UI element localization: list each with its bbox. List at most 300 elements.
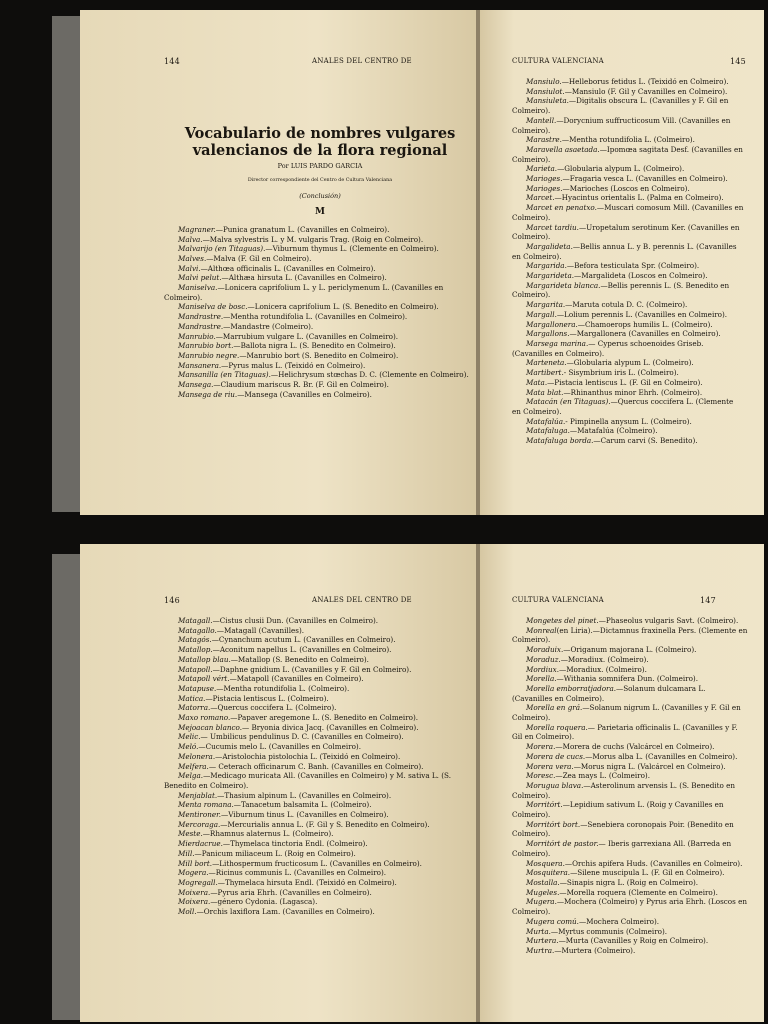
dictionary-entry [512, 417, 744, 427]
dictionary-entry [164, 703, 476, 713]
dictionary-entry [164, 302, 476, 312]
entry-term: Menta romana. [178, 800, 234, 810]
entry-definition: —Helichrysum stœchas D. C. (Clemente en Colmeiro). [270, 370, 469, 380]
dictionary-entry [512, 436, 744, 446]
dictionary-entry [512, 87, 744, 97]
dictionary-entry [164, 254, 476, 264]
dictionary-entry [512, 946, 748, 956]
entry-term: Mansega. [178, 380, 214, 390]
entry-definition: —Cucumis melo L. (Cavanilles en Colmeiro). [198, 742, 361, 752]
dictionary-entry [512, 329, 744, 339]
entry-definition: —Morus alba L. (Cavanilles en Colmeiro). [585, 751, 738, 761]
entry-definition: —Pistacia lentiscus L. (Colmeiro). [205, 693, 329, 703]
entry-definition: —Fragaria vesca L. (Cavanilles en Colmeiro). [562, 174, 728, 184]
dictionary-entry [164, 829, 476, 839]
dictionary-entry [512, 936, 748, 946]
dictionary-entry [512, 616, 748, 626]
entry-definition: —Morus nigra L. (Valcárcel en Colmeiro). [573, 761, 726, 771]
page-146 [80, 544, 476, 1022]
dictionary-entry [512, 771, 748, 781]
dictionary-entry [164, 849, 476, 859]
page-header [80, 596, 476, 606]
entry-term: Moll. [178, 907, 197, 917]
entry-definition: —Pyrus malus L. (Teixidó en Colmeiro). [221, 360, 366, 370]
dictionary-entry [512, 626, 748, 645]
entry-term: Mansiuleta. [526, 96, 569, 106]
entry-definition: — Iberis garrexiana All. (Barreda en Colmeiro). [512, 839, 732, 858]
entry-definition: —Thasium alpinum L. (Cavanilles en Colmeiro). [217, 790, 392, 800]
entry-definition: —Marrubium vulgare L. (Cavanilles en Colmeiro). [215, 331, 399, 341]
entry-definition: —Mentha rotundifolia L. (Colmeiro). [561, 135, 695, 145]
entry-definition: —género Cydonia. (Lagasca). [210, 897, 318, 907]
entry-term: Morritórt de pastor. [526, 839, 599, 849]
entry-term: Moixera. [178, 887, 211, 897]
entry-term: Meló. [178, 742, 199, 752]
dictionary-entry [512, 878, 748, 888]
author-byline: Por LUIS PARDO GARCIA [277, 162, 363, 170]
entry-definition: —Befora testiculata Spr. (Colmeiro). [566, 261, 700, 271]
entry-term: Marcet. [526, 193, 555, 203]
entry-definition: —Punica granatum L. (Cavanilles en Colmeiro). [215, 224, 390, 234]
entry-definition: —Viburnum thymus L. (Clemente en Colmeiro). [265, 244, 439, 254]
entry-definition: —Muscari comosum Mill. (Cavanilles en Colmeiro). [512, 203, 744, 222]
entry-definition: —Morella roquera (Clemente en Colmeiro). [559, 887, 718, 897]
page-header [80, 57, 476, 67]
dictionary-entry [512, 135, 744, 145]
dictionary-entry [164, 674, 476, 684]
entry-definition: —Papaver aregemone L. (S. Benedito en Colmeiro). [230, 713, 419, 723]
entry-definition: —Margallonera (Cavanilles en Colmeiro). [569, 329, 721, 339]
entry-term: Mata. [526, 377, 548, 387]
entry-term: Morritórt. [526, 800, 563, 810]
entry-term: Matacán (en Titaguas). [526, 397, 611, 407]
entry-definition: —Phaseolus vulgaris Savt. (Colmeiro). [598, 616, 739, 625]
entry-term: Mill. [178, 848, 195, 858]
entry-term: Margarita. [526, 300, 566, 310]
entry-definition: —Mandastre (Colmeiro). [223, 321, 314, 331]
dictionary-entry [512, 310, 744, 320]
dictionary-entry [164, 810, 476, 820]
page-number: 144 [164, 57, 180, 66]
dictionary-entry [512, 752, 748, 762]
entry-term: Murtra. [526, 945, 555, 955]
dictionary-entry [512, 145, 744, 164]
entry-term: Morella. [526, 674, 557, 684]
entry-definition: —Matapoll (Cavanilles en Colmeiro). [229, 674, 364, 684]
entry-term: Mugera. [526, 897, 557, 907]
dictionary-entry [512, 655, 748, 665]
dictionary-entry [164, 312, 476, 322]
page-header [480, 57, 764, 67]
entry-definition: —Mochera (Colmeiro) y Pyrus aria Ehrh. (Loscos en Colmeiro). [512, 897, 747, 917]
entry-definition: —Rhinanthus minor Ehrh. (Colmeiro). [563, 387, 703, 397]
entry-definition: —Malva (F. Gil en Colmeiro). [206, 253, 312, 263]
page-body [512, 616, 748, 956]
entry-definition: —Hyacintus orientalis L. (Palma en Colmeiro). [554, 193, 724, 203]
running-head: ANALES DEL CENTRO DE [312, 57, 412, 65]
entry-term: Marastre. [526, 135, 562, 145]
dictionary-entry [164, 732, 476, 742]
entry-definition: —Lepidium sativum L. (Roig y Cavanilles en Colmeiro). [512, 800, 724, 820]
entry-term: Moixera. [178, 897, 211, 907]
entry-term: Margallonera. [526, 319, 578, 329]
entry-term: Matapuse. [178, 683, 217, 693]
entry-term: Mantell. [526, 115, 557, 125]
dictionary-entry [512, 271, 744, 281]
dictionary-entry [164, 380, 476, 390]
entry-definition: —Aristolochia pistolochia L. (Teixidó en Colmeiro). [215, 751, 401, 761]
entry-definition: —Cynanchum acutum L. (Cavanilles en Colmeiro). [211, 635, 396, 645]
dictionary-entry [164, 694, 476, 704]
entry-definition: —Uropetalum serotinum Ker. (Cavanilles en Colmeiro). [512, 222, 740, 242]
entry-term: Matagós. [178, 635, 212, 645]
dictionary-entry [164, 390, 476, 400]
entry-definition: —Ballota nigra L. (S. Benedito en Colmeiro). [233, 341, 396, 351]
entry-term: Melonera. [178, 751, 216, 761]
entry-term: Matafalúa. [526, 416, 566, 426]
entry-definition: —Orchis apifera Huds. (Cavanilles en Colmeiro). [564, 858, 743, 868]
entry-term: Margalideta. [526, 241, 573, 251]
entry-term: Meste. [178, 829, 203, 839]
dictionary-entry [164, 616, 476, 626]
entry-term: Moraduix. [526, 645, 564, 655]
entry-term: Mandrastre. [178, 312, 224, 322]
entry-term: Mandrastre. [178, 321, 224, 331]
entry-definition: —Origanum majorana L. (Colmeiro). [563, 645, 697, 655]
entry-definition: —Helleborus fetidus L. (Teixidó en Colmeiro). [561, 77, 729, 86]
entry-term: Magraner. [178, 224, 216, 234]
dictionary-entry [512, 762, 748, 772]
entry-definition: —Mercurialis annua L. (F. Gil y S. Benedito en Colmeiro). [220, 819, 430, 829]
page-body [164, 616, 476, 917]
entry-term: Mordiux. [526, 664, 559, 674]
dictionary-entry [512, 261, 744, 271]
entry-definition: —Thymelaca hirsuta Endl. (Teixidó en Colmeiro). [217, 877, 397, 887]
entry-definition: —Orchis laxiflora Lam. (Cavanilles en Colmeiro). [196, 907, 375, 917]
title-line: Vocabulario de nombres vulgares [184, 125, 456, 142]
dictionary-entry [512, 193, 744, 203]
dictionary-entry [512, 164, 744, 174]
dictionary-entry [512, 839, 748, 858]
page-number: 147 [700, 596, 716, 605]
entry-definition: — Parietaria officinalis L. (Cavanilles y F. Gil en Colmeiro). [512, 722, 738, 742]
spread-top [52, 10, 764, 515]
dictionary-entry [512, 820, 748, 839]
entry-definition: —Quercus coccifera L. (Colmeiro). [210, 703, 337, 713]
running-head: ANALES DEL CENTRO DE [312, 596, 412, 604]
entry-term: Morella roquera. [526, 722, 588, 732]
entry-definition: —Matagall (Cavanilles). [216, 625, 305, 635]
entry-term: Murtera. [526, 936, 559, 946]
entry-term: Marieta. [526, 164, 558, 174]
entry-term: Mansiulot. [526, 86, 565, 96]
entry-term: Mansiulo. [526, 77, 562, 86]
entry-definition: —Viburnum tinus L. (Cavanilles en Colmeiro). [221, 810, 389, 820]
entry-definition: —Withania somnifera Dun. (Colmeiro). [556, 674, 699, 684]
dictionary-entry [512, 897, 748, 916]
entry-term: Monreal [526, 625, 557, 635]
entry-definition: —Malva sylvestris L. y M. vulgaris Trag. (Roig en Colmeiro). [202, 234, 424, 244]
dictionary-entry [512, 320, 744, 330]
dictionary-entry [164, 791, 476, 801]
entry-term: Moraduz. [526, 654, 561, 664]
entry-definition: —Panicum miliaceum L. (Roig en Colmeiro). [194, 848, 356, 858]
entry-definition: —Sinapis nigra L. (Roig en Colmeiro). [559, 877, 699, 887]
entry-term: Maniselva de bosc. [178, 302, 248, 312]
dictionary-entry [164, 361, 476, 371]
entry-definition: —Dorycnium suffructicosum Vill. (Cavanilles en Colmeiro). [512, 115, 731, 135]
entry-term: Malvarijo (en Titaguas). [178, 244, 266, 254]
entry-term: Mogregall. [178, 877, 218, 887]
dictionary-entry [512, 378, 744, 388]
entry-definition: —Solanum nigrum L. (Cavanilles y F. Gil en Colmeiro). [512, 703, 741, 723]
dictionary-entry [512, 742, 748, 752]
article-title [164, 125, 476, 159]
dictionary-entry [512, 116, 744, 135]
entry-definition: —Thymelaca tinctoria Endl. (Colmeiro). [222, 839, 368, 849]
entry-term: Margallons. [526, 329, 570, 339]
entry-term: Maxo romano. [178, 713, 231, 723]
entry-term: Melfera. [178, 761, 209, 771]
entry-definition: —Asterolinum arvensis L. (S. Benedito en Colmeiro). [512, 780, 736, 800]
entry-definition: —Claudium mariscus R. Br. (F. Gil en Colmeiro). [213, 380, 389, 390]
entry-term: Mansega de riu. [178, 389, 238, 399]
entry-definition: — Cyperus schoenoides Griseb. (Cavanilles en Colmeiro). [512, 338, 704, 358]
entry-list [512, 616, 748, 956]
entry-term: Mata blat. [526, 387, 564, 397]
entry-definition: —Bellis perennis L. (S. Benedito en Colmeiro). [512, 280, 730, 300]
entry-definition: —Maruta cotula D. C. (Colmeiro). [565, 300, 688, 310]
page-144 [80, 10, 476, 515]
dictionary-entry [164, 897, 476, 907]
entry-definition: —Senebiera coronopais Poir. (Benedito en Colmeiro). [512, 819, 734, 839]
conclusion-note: (Conclusión) [299, 192, 341, 201]
entry-definition: —Matallop (S. Benedito en Colmeiro). [230, 654, 369, 664]
entry-term: Manrubio bort. [178, 341, 234, 351]
entry-definition: - Pimpinella anysum L. (Colmeiro). [565, 416, 692, 426]
entry-definition: —Pistacia lentiscus L. (F. Gil en Colmeiro). [547, 377, 703, 387]
dictionary-entry [164, 273, 476, 283]
entry-definition: —Digitalis obscura L. (Cavanilles y F. Gil en Colmeiro). [512, 96, 729, 116]
entry-term: Martibert. [526, 368, 564, 378]
entry-definition: —Ipomœa sagitata Desf. (Cavanilles en Colmeiro). [512, 144, 743, 164]
entry-term: Moresc. [526, 771, 556, 781]
entry-definition: - Sisymbrium iris L. (Colmeiro). [563, 368, 679, 378]
dictionary-entry [164, 264, 476, 274]
entry-definition: —Pyrus aria Ehrh. (Cavanilles en Colmeiro). [210, 887, 372, 897]
dictionary-entry [164, 859, 476, 869]
entry-term: Marioges. [526, 174, 563, 184]
dictionary-entry [164, 635, 476, 645]
entry-term: Marcet en penatxo. [526, 203, 597, 213]
entry-definition: —Silene muscipula L. (F. Gil en Colmeiro). [570, 868, 725, 878]
entry-term: Melga. [178, 771, 204, 781]
dictionary-entry [512, 368, 744, 378]
dictionary-entry [512, 859, 748, 869]
dictionary-entry [164, 723, 476, 733]
dictionary-entry [512, 203, 744, 222]
book-edge [52, 554, 80, 1020]
dictionary-entry [164, 322, 476, 332]
entry-term: Mierdacrue. [178, 839, 223, 849]
dictionary-entry [512, 674, 748, 684]
entry-definition: —Murtera (Colmeiro). [554, 945, 636, 955]
entry-definition: —Mentha rotundifolia L. (Colmeiro). [216, 683, 350, 693]
entry-definition: —Ricinus communis L. (Cavanilles en Colmeiro). [208, 868, 387, 878]
author-affiliation: Director correspondiente del Centro de Cultura Valenciana [247, 177, 393, 183]
dictionary-entry [164, 713, 476, 723]
entry-term: Morritórt bort. [526, 819, 581, 829]
dictionary-entry [164, 752, 476, 762]
entry-term: Margarida. [526, 261, 567, 271]
entry-definition: —Moradiux. (Colmeiro). [559, 664, 647, 674]
entry-list [164, 225, 476, 400]
page-body [164, 125, 476, 399]
entry-term: Morella en grá. [526, 703, 583, 713]
dictionary-entry [512, 426, 744, 436]
entry-term: Mill bort. [178, 858, 213, 868]
entry-term: Manrubio negre. [178, 350, 240, 360]
dictionary-entry [512, 645, 748, 655]
entry-term: Matafaluga borda. [526, 436, 594, 446]
entry-term: Morera vera. [526, 761, 574, 771]
dictionary-entry [164, 332, 476, 342]
dictionary-entry [164, 665, 476, 675]
book-edge [52, 16, 80, 512]
running-head: CULTURA VALENCIANA [512, 57, 604, 65]
dictionary-entry [512, 703, 748, 722]
dictionary-entry [512, 281, 744, 300]
entry-term: Mansanera. [178, 360, 222, 370]
entry-definition: —Murta (Cavanilles y Roig en Colmeiro). [558, 936, 709, 946]
dictionary-entry [512, 723, 748, 742]
entry-definition: —Cistus clusii Dun. (Cavanilles en Colmeiro). [212, 616, 379, 625]
dictionary-entry [164, 839, 476, 849]
dictionary-entry [512, 397, 744, 416]
page-body [512, 77, 744, 446]
entry-term: Marteneta. [526, 358, 567, 368]
dictionary-entry [512, 184, 744, 194]
entry-term: Matallop blau. [178, 654, 231, 664]
entry-term: Mansanilla (en Titaguas). [178, 370, 271, 380]
dictionary-entry [164, 878, 476, 888]
entry-term: Matica. [178, 693, 206, 703]
section-letter: M [315, 207, 325, 218]
entry-definition: —Althœa officinalis L. (Cavanilles en Colmeiro). [200, 263, 376, 273]
running-head: CULTURA VALENCIANA [512, 596, 604, 604]
dictionary-entry [164, 244, 476, 254]
entry-term: Marcet tardiu. [526, 222, 579, 232]
spread-bottom [52, 544, 764, 1022]
entry-definition: —Matafalúa (Colmeiro). [569, 426, 658, 436]
entry-term: Morera. [526, 742, 556, 752]
entry-term: Margarideta. [526, 271, 575, 281]
entry-term: Mogera. [178, 868, 209, 878]
entry-definition: —Carum carvi (S. Benedito). [593, 436, 698, 446]
entry-term: Mugera comú. [526, 916, 579, 926]
entry-definition: —Solanum dulcamara L. (Cavanilles en Colmeiro). [512, 683, 706, 703]
entry-definition: —Rhamnus alaternus L. (Colmeiro). [202, 829, 334, 839]
dictionary-entry [164, 888, 476, 898]
page-145 [480, 10, 764, 515]
entry-list [512, 77, 744, 446]
entry-definition: — Ceterach officinarum C. Banh. (Cavanilles en Colmeiro). [208, 761, 424, 771]
dictionary-entry [164, 800, 476, 810]
page-header [480, 596, 764, 606]
dictionary-entry [512, 665, 748, 675]
entry-term: Mosquera. [526, 858, 565, 868]
entry-term: Marioges. [526, 183, 563, 193]
dictionary-entry [512, 781, 748, 800]
entry-definition: —Bellis annua L. y B. perennis L. (Cavanilles en Colmeiro). [512, 241, 737, 261]
entry-definition: (en Liria).—Dictamnus fraxinella Pers. (Clemente en Colmeiro). [512, 625, 748, 645]
dictionary-entry [164, 626, 476, 636]
entry-term: Matorra. [178, 703, 211, 713]
entry-term: Margarideta blanca. [526, 280, 601, 290]
entry-definition: —Medicago muricata All. (Cavanilles en Colmeiro) y M. sativa L. (S. Benedito en Colmeiro). [164, 771, 451, 790]
dictionary-entry [164, 225, 476, 235]
entry-term: Mentironer. [178, 810, 222, 820]
dictionary-entry [164, 742, 476, 752]
entry-definition: —Lonicera caprifolium L. y L. periclymenum L. (Cavanilles en Colmeiro). [164, 283, 444, 302]
entry-term: Matapoll. [178, 664, 213, 674]
entry-term: Margall. [526, 309, 557, 319]
entry-definition: —Althæa hirsuta L. (Cavanilles en Colmeiro). [221, 273, 387, 283]
entry-term: Matapoll vért. [178, 674, 230, 684]
entry-definition: —Globularia alypum L. (Colmeiro). [566, 358, 694, 368]
dictionary-entry [512, 77, 744, 87]
entry-definition: —Lolium perennis L. (Cavanilles en Colmeiro). [556, 309, 728, 319]
entry-definition: —Lithospermum fructicosum L. (Cavanilles en Colmeiro). [212, 858, 422, 868]
entry-definition: —Mentha rotundifolia L. (Cavanilles en Colmeiro). [223, 312, 408, 322]
dictionary-entry [512, 358, 744, 368]
dictionary-entry [164, 235, 476, 245]
entry-term: Morera de cucs. [526, 751, 586, 761]
dictionary-entry [164, 655, 476, 665]
entry-definition: —Tanacetum balsamita L. (Colmeiro). [233, 800, 372, 810]
dictionary-entry [512, 800, 748, 819]
entry-term: Morella emborratjadora. [526, 683, 617, 693]
dictionary-entry [164, 341, 476, 351]
dictionary-entry [164, 684, 476, 694]
entry-term: Matagallo. [178, 625, 217, 635]
entry-definition: — Bryonia divica Jacq. (Cavanilles en Colmeiro). [242, 722, 419, 732]
entry-term: Manrubio. [178, 331, 216, 341]
entry-definition: —Chamoerops humilis L. (Colmeiro). [577, 319, 713, 329]
entry-definition: —Mansiulo (F. Gil y Cavanilles en Colmeiro). [564, 86, 728, 96]
dictionary-entry [512, 339, 744, 358]
dictionary-entry [512, 223, 744, 242]
entry-term: Marsega marina. [526, 338, 589, 348]
entry-definition: — Umbilicus pendulinus D. C. (Cavanilles en Colmeiro). [200, 732, 404, 742]
entry-definition: —Margalideta (Loscos en Colmeiro). [574, 271, 708, 281]
dictionary-entry [164, 771, 476, 790]
entry-definition: —Morera de cuchs (Valcárcel en Colmeiro). [555, 742, 715, 752]
entry-term: Malvi pelut. [178, 273, 222, 283]
entry-term: Matallop. [178, 645, 213, 655]
entry-definition: —Quercus coccifera L. (Clemente en Colmeiro). [512, 397, 734, 416]
dictionary-entry [512, 174, 744, 184]
entry-term: Morugua blava. [526, 780, 584, 790]
entry-term: Malvi. [178, 263, 201, 273]
entry-term: Matafaluga. [526, 426, 570, 436]
entry-definition: —Mochera Colmeiro). [578, 916, 660, 926]
dictionary-entry [164, 762, 476, 772]
title-line: valencianos de la flora regional [192, 142, 448, 159]
dictionary-entry [512, 888, 748, 898]
entry-term: Malva. [178, 234, 203, 244]
dictionary-entry [512, 388, 744, 398]
